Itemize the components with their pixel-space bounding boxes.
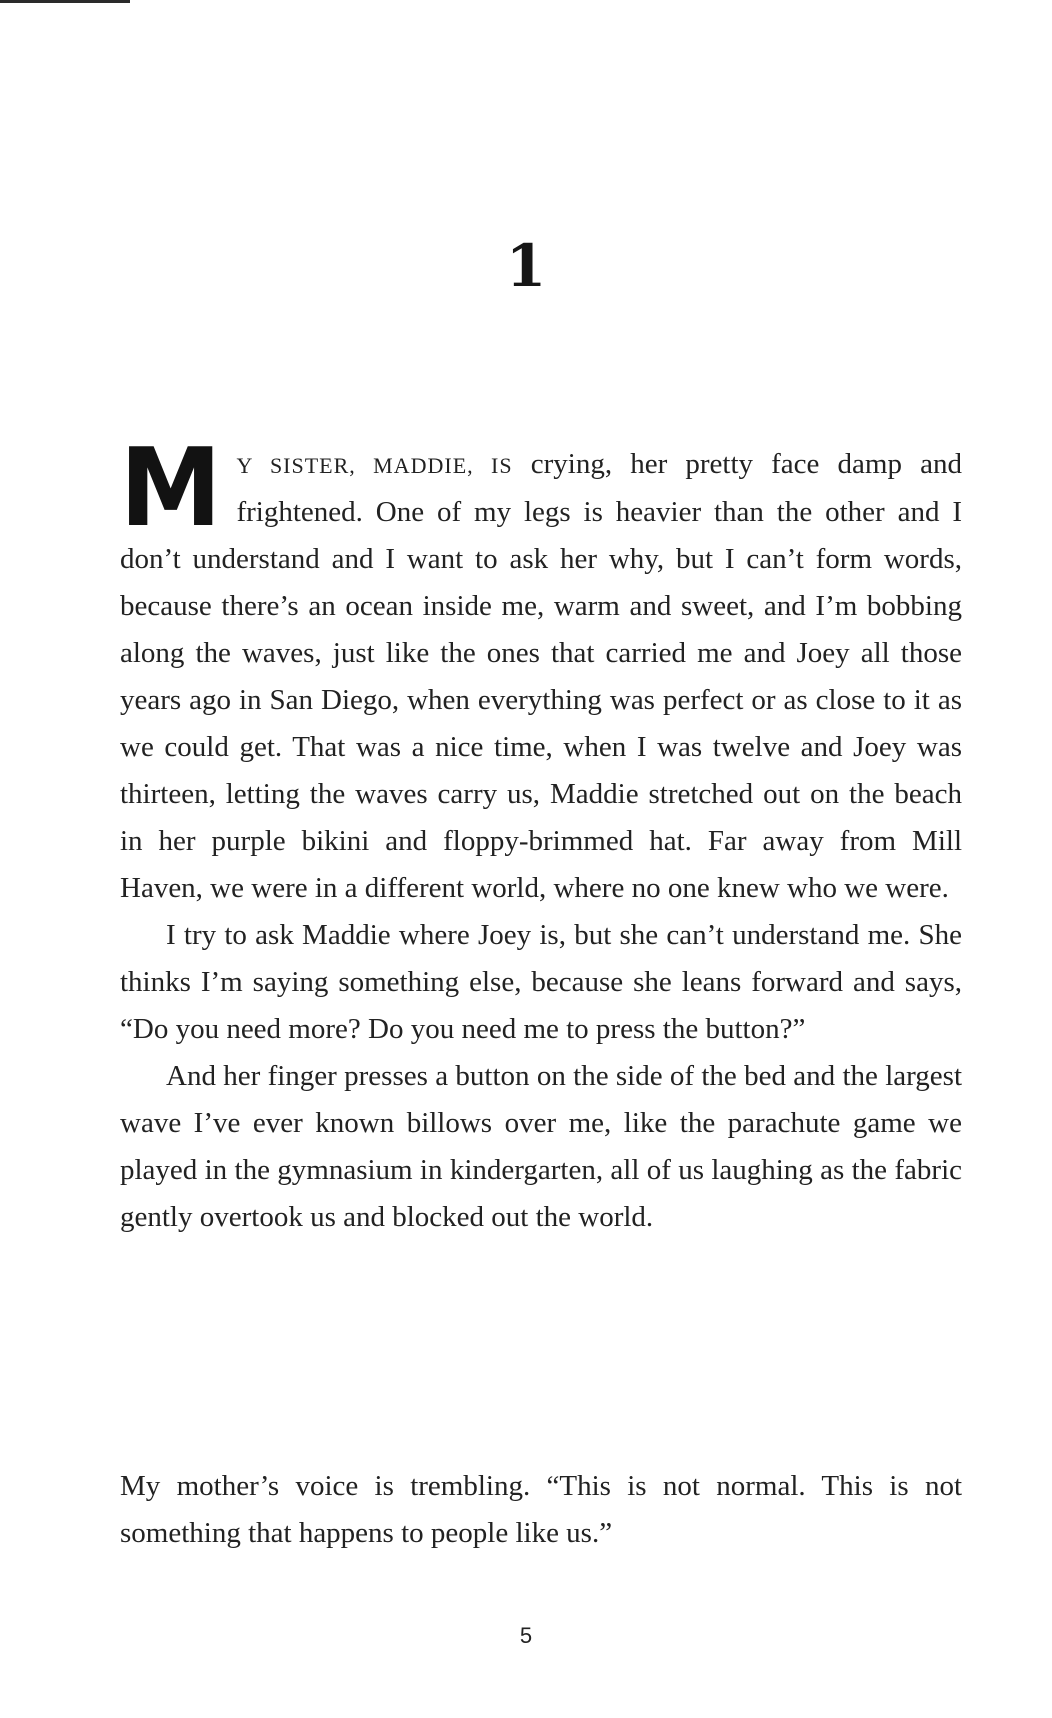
page-number: 5	[519, 1623, 533, 1648]
opening-paragraph-text: crying, her pretty face damp and frightened. One of my legs is heavier than the other and I don’t understand and I want to ask her why, but I can’t form words, because there’s an ocean inside me, warm and sweet, and I’m bobbing along the waves, just like the ones that carried me and Joey all those years ago in San Diego, when everything was perfect or as close to it as we could get. That was a nice time, when I was twelve and Joey was thirteen, letting the waves carry us, Maddie stretched out on the beach in her purple bikini and floppy-brimmed hat. Far away from Mill Haven, we were in a different world, where no one knew who we were.	[120, 448, 962, 904]
top-rule	[0, 0, 130, 3]
paragraph: I try to ask Maddie where Joey is, but she can’t understand me. She thinks I’m saying something else, because she leans forward and says, “Do you need more? Do you need me to press the button?”	[120, 919, 962, 1045]
section-break-text	[120, 1463, 962, 1557]
chapter-body	[119, 426, 962, 1241]
paragraph: And her finger presses a button on the side of the bed and the largest wave I’ve ever known billows over me, like the parachute game we played in the gymnasium in kindergarten, all of us laughing as the fabric gently overtook us and blocked out the world.	[120, 1060, 962, 1233]
section-break-paragraph: My mother’s voice is trembling. “This is not normal. This is not something that happens to people like us.”	[120, 1470, 962, 1549]
drop-cap: M	[119, 426, 222, 551]
smallcaps-lead: Y SISTER, MADDIE, IS	[236, 453, 513, 478]
opening-paragraph	[119, 426, 962, 912]
chapter-number: 1	[505, 232, 547, 300]
